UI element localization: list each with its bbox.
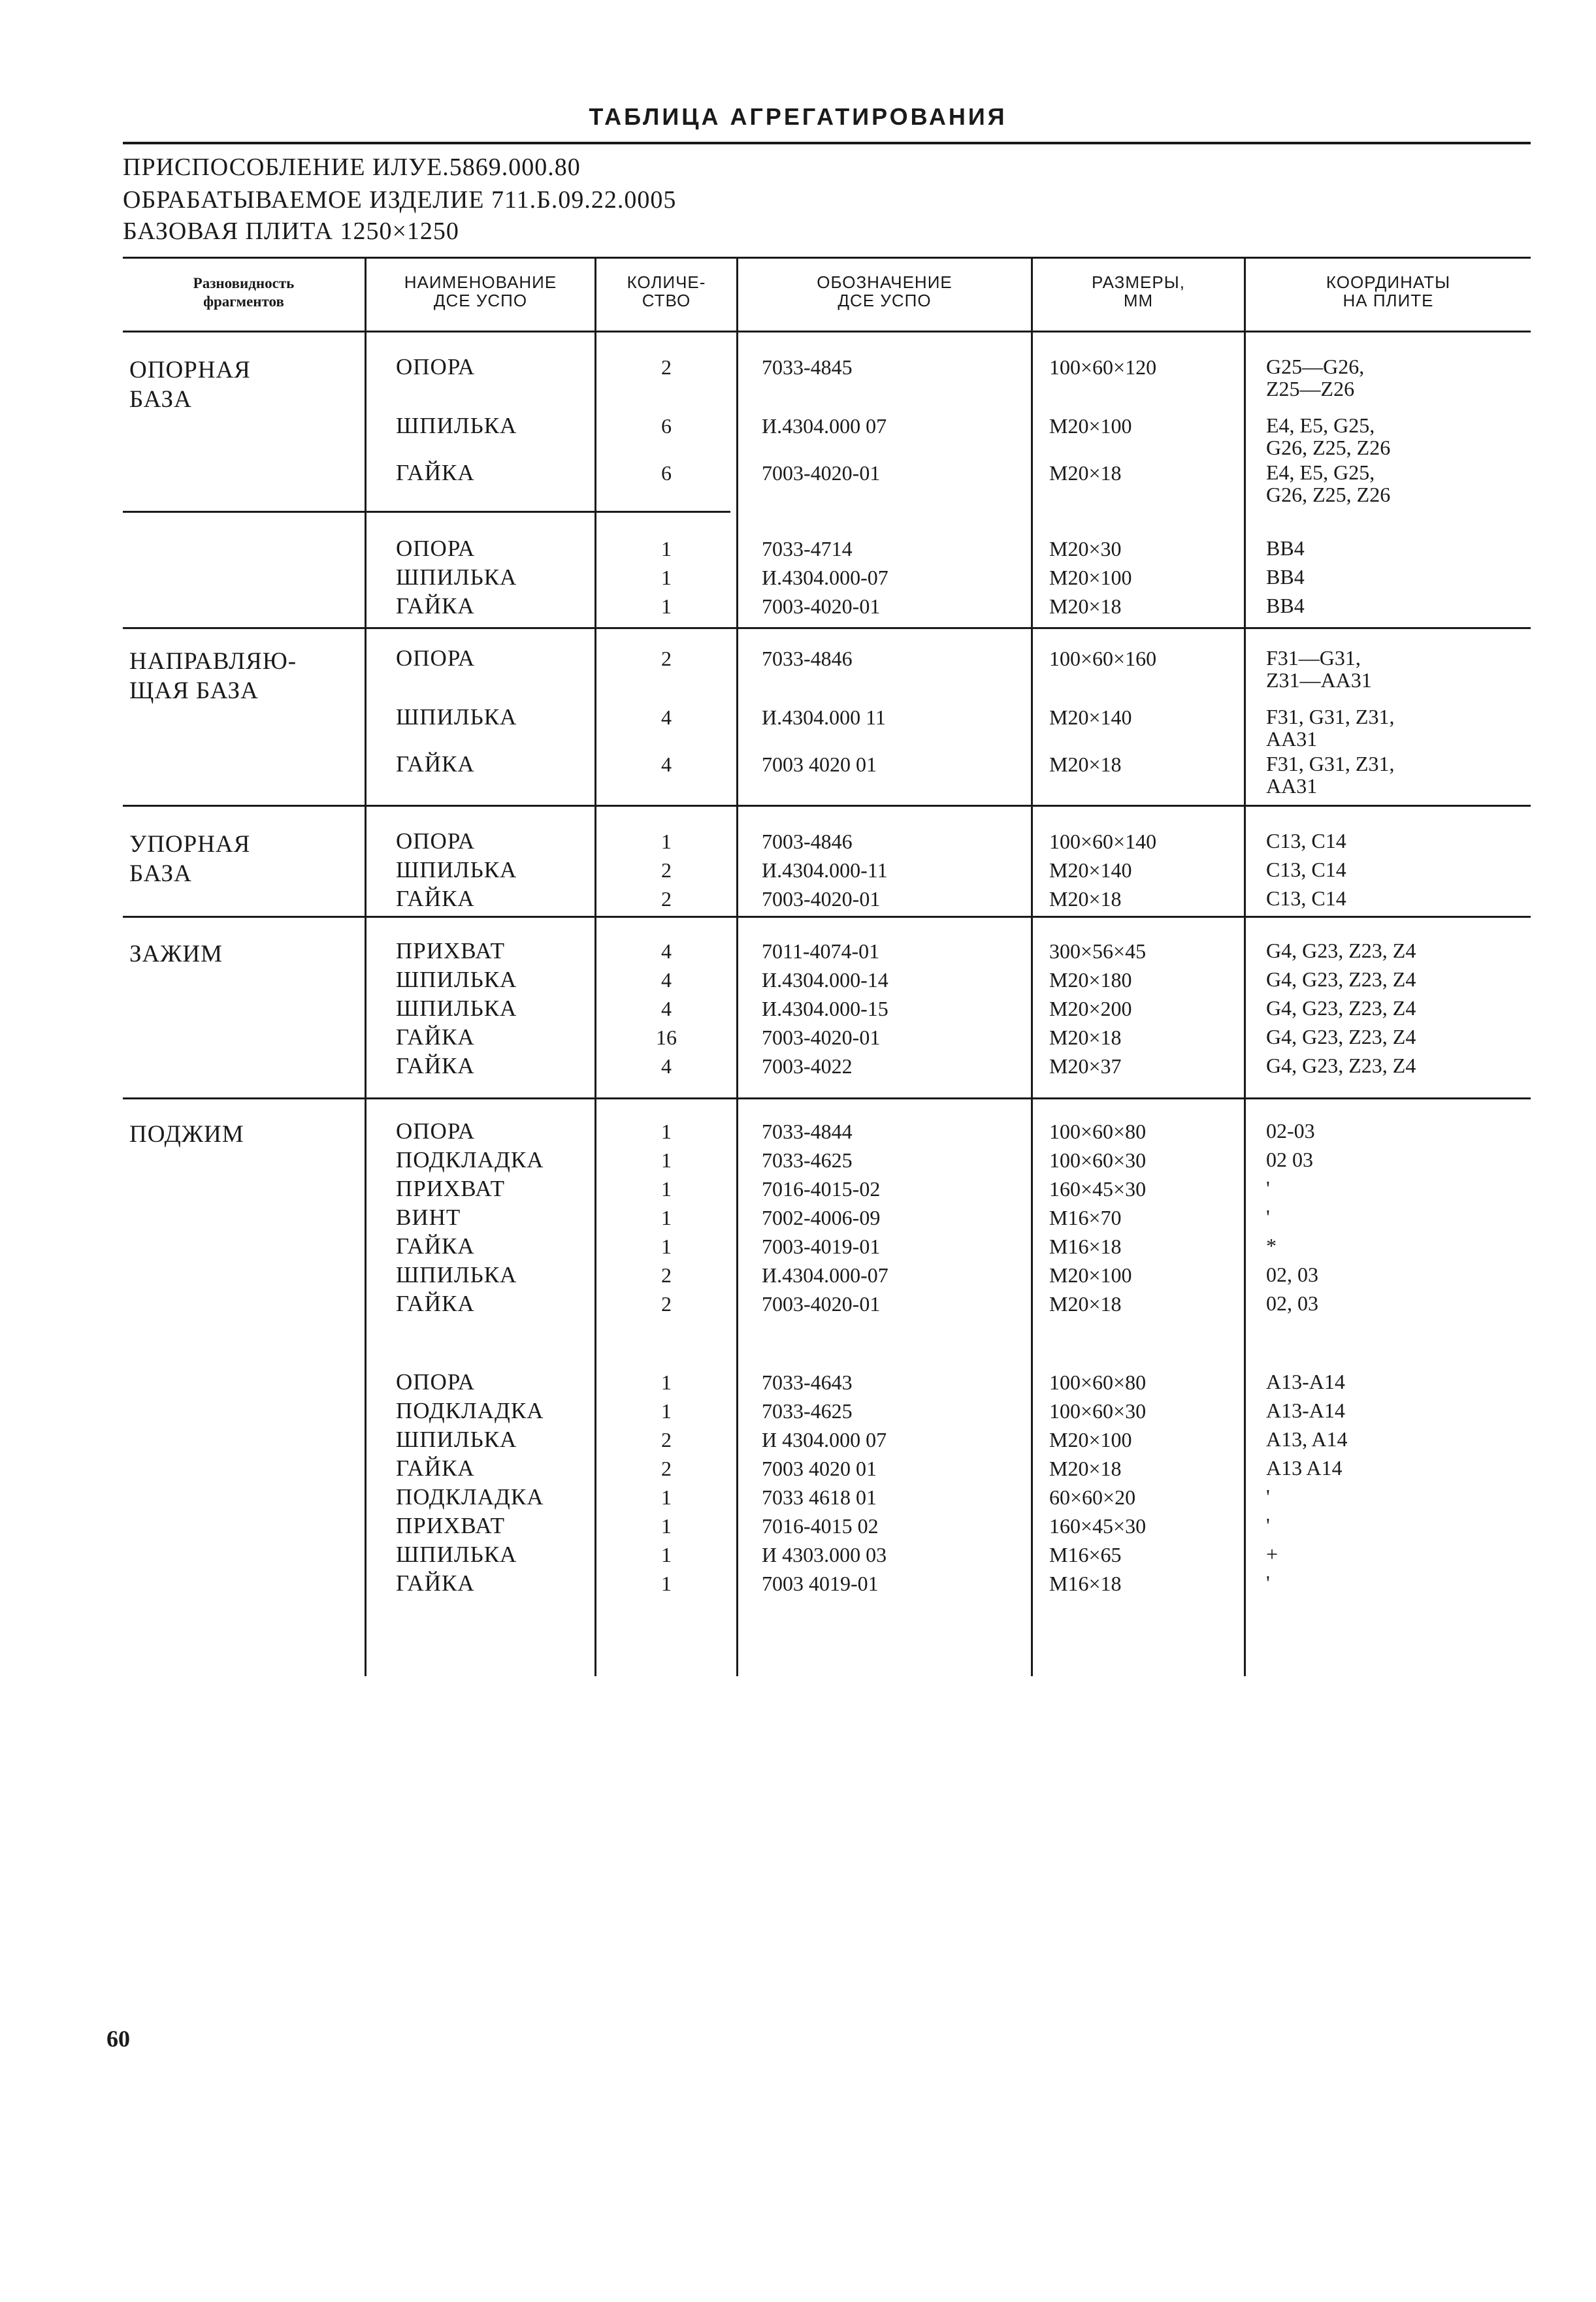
plate-coords: * xyxy=(1266,1234,1277,1257)
part-size: 100×60×160 xyxy=(1049,647,1157,670)
part-code: 7003 4020 01 xyxy=(762,753,877,776)
fragment-label: ПОДЖИМ xyxy=(129,1121,244,1148)
part-size: 100×60×80 xyxy=(1049,1370,1147,1394)
part-qty: 2 xyxy=(661,887,672,911)
part-size: М20×100 xyxy=(1049,566,1132,589)
fragment-label: ЗАЖИМ xyxy=(129,941,223,967)
part-name: ОПОРА xyxy=(396,536,476,561)
part-qty: 4 xyxy=(661,753,672,776)
part-size: М20×18 xyxy=(1049,594,1122,618)
part-name: ГАЙКА xyxy=(396,1455,475,1481)
part-qty: 2 xyxy=(661,858,672,882)
plate-coords: 02, 03 xyxy=(1266,1263,1318,1286)
workpiece-line: ОБРАБАТЫВАЕМОЕ ИЗДЕЛИЕ 711.Б.09.22.0005 xyxy=(123,186,677,214)
part-size: М20×18 xyxy=(1049,1026,1122,1049)
plate-coords: ' xyxy=(1266,1571,1270,1595)
part-qty: 1 xyxy=(661,1399,672,1423)
plate-coords: 02 03 xyxy=(1266,1148,1313,1171)
part-name: ОПОРА xyxy=(396,1118,476,1144)
part-qty: 1 xyxy=(661,566,672,589)
part-qty: 2 xyxy=(661,1428,672,1451)
part-qty: 1 xyxy=(661,1543,672,1566)
part-qty: 1 xyxy=(661,1177,672,1201)
part-name: ГАЙКА xyxy=(396,1291,475,1316)
plate-coords: G4, G23, Z23, Z4 xyxy=(1266,939,1416,962)
page-title: ТАБЛИЦА АГРЕГАТИРОВАНИЯ xyxy=(589,103,1007,130)
part-name: ШПИЛЬКА xyxy=(396,704,517,730)
plate-coords: G25—G26, Z25—Z26 xyxy=(1266,355,1365,400)
part-size: М20×140 xyxy=(1049,705,1132,729)
part-name: ШПИЛЬКА xyxy=(396,1262,517,1288)
part-size: М20×100 xyxy=(1049,414,1132,438)
part-name: ШПИЛЬКА xyxy=(396,1542,517,1567)
page-number: 60 xyxy=(106,2026,130,2052)
part-size: 160×45×30 xyxy=(1049,1514,1147,1538)
plate-coords: ' xyxy=(1266,1176,1270,1200)
part-name: ШПИЛЬКА xyxy=(396,413,517,438)
part-name: ПРИХВАТ xyxy=(396,938,506,964)
group-separator xyxy=(123,805,1531,807)
part-code: 7016-4015 02 xyxy=(762,1514,879,1538)
part-name: ОПОРА xyxy=(396,828,476,854)
part-qty: 6 xyxy=(661,461,672,485)
part-qty: 4 xyxy=(661,705,672,729)
part-qty: 2 xyxy=(661,647,672,670)
plate-coords: F31, G31, Z31, AA31 xyxy=(1266,752,1395,798)
part-name: ГАЙКА xyxy=(396,593,475,619)
part-size: М20×180 xyxy=(1049,968,1132,992)
part-size: 100×60×120 xyxy=(1049,355,1157,379)
col-header-code: ОБОЗНАЧЕНИЕ ДСЕ УСПО xyxy=(817,272,953,310)
part-code: И.4304.000 11 xyxy=(762,705,886,729)
part-code: 7033 4618 01 xyxy=(762,1485,877,1509)
group-separator xyxy=(123,1097,1531,1099)
part-size: М20×140 xyxy=(1049,858,1132,882)
part-name: ШПИЛЬКА xyxy=(396,564,517,590)
part-size: 160×45×30 xyxy=(1049,1177,1147,1201)
part-qty: 2 xyxy=(661,1263,672,1287)
part-code: И.4304.000-11 xyxy=(762,858,888,882)
plate-coords: 02, 03 xyxy=(1266,1291,1318,1315)
fragment-label: НАПРАВЛЯЮ- ЩАЯ БАЗА xyxy=(129,648,297,704)
part-code: 7011-4074-01 xyxy=(762,939,880,963)
part-name: ВИНТ xyxy=(396,1205,461,1230)
part-code: 7003-4846 xyxy=(762,830,853,853)
part-code: 7033-4643 xyxy=(762,1370,853,1394)
part-size: 60×60×20 xyxy=(1049,1485,1136,1509)
plate-coords: ' xyxy=(1266,1205,1270,1229)
part-qty: 1 xyxy=(661,594,672,618)
part-qty: 1 xyxy=(661,1120,672,1143)
part-size: М20×37 xyxy=(1049,1054,1122,1078)
plate-coords: F31, G31, Z31, AA31 xyxy=(1266,705,1395,751)
part-qty: 1 xyxy=(661,1485,672,1509)
part-size: 300×56×45 xyxy=(1049,939,1147,963)
part-name: ГАЙКА xyxy=(396,460,475,485)
part-name: ГАЙКА xyxy=(396,751,475,777)
part-name: ГАЙКА xyxy=(396,1024,475,1050)
part-code: И.4304.000-07 xyxy=(762,566,888,589)
part-code: 7003-4020-01 xyxy=(762,461,881,485)
part-name: ПРИХВАТ xyxy=(396,1513,506,1538)
part-name: ГАЙКА xyxy=(396,1053,475,1078)
part-code: 7002-4006-09 xyxy=(762,1206,881,1229)
fixture-line: ПРИСПОСОБЛЕНИЕ ИЛУЕ.5869.000.80 xyxy=(123,154,581,181)
part-name: ШПИЛЬКА xyxy=(396,967,517,992)
part-code: 7003 4019-01 xyxy=(762,1572,879,1595)
plate-coords: 02-03 xyxy=(1266,1119,1315,1143)
part-size: 100×60×30 xyxy=(1049,1148,1147,1172)
part-code: 7033-4845 xyxy=(762,355,853,379)
plate-coords: ' xyxy=(1266,1514,1270,1537)
part-name: ГАЙКА xyxy=(396,886,475,911)
col-header-name: НАИМЕНОВАНИЕ ДСЕ УСПО xyxy=(404,272,557,310)
part-size: М16×65 xyxy=(1049,1543,1122,1566)
part-name: ОПОРА xyxy=(396,354,476,380)
part-code: 7033-4844 xyxy=(762,1120,853,1143)
part-size: М20×18 xyxy=(1049,1457,1122,1480)
part-name: ПОДКЛАДКА xyxy=(396,1147,544,1173)
plate-coords: BB4 xyxy=(1266,565,1305,589)
plate-coords: G4, G23, Z23, Z4 xyxy=(1266,967,1416,991)
fragment-label: УПОРНАЯ БАЗА xyxy=(129,831,251,887)
part-size: М16×70 xyxy=(1049,1206,1122,1229)
col-header-qty: КОЛИЧЕ- СТВО xyxy=(627,272,706,310)
part-qty: 1 xyxy=(661,1572,672,1595)
part-code: И.4304.000-14 xyxy=(762,968,888,992)
plate-coords: A13-A14 xyxy=(1266,1370,1345,1393)
part-size: 100×60×80 xyxy=(1049,1120,1147,1143)
plate-coords: E4, E5, G25, G26, Z25, Z26 xyxy=(1266,461,1391,506)
part-qty: 1 xyxy=(661,1148,672,1172)
part-code: 7003-4020-01 xyxy=(762,1292,881,1316)
part-code: 7003-4020-01 xyxy=(762,1026,881,1049)
col-header-coords: КООРДИНАТЫ НА ПЛИТЕ xyxy=(1326,272,1451,310)
plate-coords: C13, C14 xyxy=(1266,858,1346,881)
plate-coords: G4, G23, Z23, Z4 xyxy=(1266,1054,1416,1077)
plate-coords: A13, A14 xyxy=(1266,1427,1348,1451)
part-size: М20×200 xyxy=(1049,997,1132,1020)
plate-coords: G4, G23, Z23, Z4 xyxy=(1266,1025,1416,1048)
part-name: ПРИХВАТ xyxy=(396,1176,506,1201)
part-code: И 4303.000 03 xyxy=(762,1543,887,1566)
col-header-fragment: Разновидность фрагментов xyxy=(193,275,295,310)
part-name: ГАЙКА xyxy=(396,1233,475,1259)
part-qty: 4 xyxy=(661,968,672,992)
plate-coords: F31—G31, Z31—AA31 xyxy=(1266,646,1372,692)
part-code: И.4304.000-07 xyxy=(762,1263,888,1287)
part-size: М20×18 xyxy=(1049,753,1122,776)
part-qty: 4 xyxy=(661,939,672,963)
part-name: ШПИЛЬКА xyxy=(396,1427,517,1452)
part-size: М20×100 xyxy=(1049,1263,1132,1287)
part-name: ПОДКЛАДКА xyxy=(396,1484,544,1510)
part-code: 7033-4625 xyxy=(762,1399,853,1423)
group-separator xyxy=(123,627,1531,629)
part-qty: 6 xyxy=(661,414,672,438)
part-code: 7033-4714 xyxy=(762,537,853,560)
fragment-label: ОПОРНАЯ БАЗА xyxy=(129,357,251,413)
part-code: 7016-4015-02 xyxy=(762,1177,881,1201)
part-name: ОПОРА xyxy=(396,1369,476,1395)
plate-coords: G4, G23, Z23, Z4 xyxy=(1266,996,1416,1020)
baseplate-line: БАЗОВАЯ ПЛИТА 1250×1250 xyxy=(123,218,459,245)
part-size: М20×100 xyxy=(1049,1428,1132,1451)
plate-coords: C13, C14 xyxy=(1266,886,1346,910)
part-size: М16×18 xyxy=(1049,1572,1122,1595)
plate-coords: A13 A14 xyxy=(1266,1456,1343,1480)
part-qty: 1 xyxy=(661,830,672,853)
part-size: 100×60×30 xyxy=(1049,1399,1147,1423)
part-code: И 4304.000 07 xyxy=(762,1428,887,1451)
part-qty: 1 xyxy=(661,1514,672,1538)
part-qty: 1 xyxy=(661,537,672,560)
part-size: М20×18 xyxy=(1049,461,1122,485)
plate-coords: BB4 xyxy=(1266,536,1305,560)
col-header-size: РАЗМЕРЫ, ММ xyxy=(1092,272,1185,310)
part-size: М20×18 xyxy=(1049,887,1122,911)
plate-coords: C13, C14 xyxy=(1266,829,1346,852)
part-qty: 4 xyxy=(661,1054,672,1078)
plate-coords: A13-A14 xyxy=(1266,1399,1345,1422)
part-name: ШПИЛЬКА xyxy=(396,857,517,883)
part-code: 7003-4022 xyxy=(762,1054,853,1078)
part-code: И.4304.000-15 xyxy=(762,997,888,1020)
part-qty: 1 xyxy=(661,1370,672,1394)
plate-coords: + xyxy=(1266,1542,1278,1566)
part-size: 100×60×140 xyxy=(1049,830,1157,853)
part-qty: 2 xyxy=(661,1457,672,1480)
part-code: И.4304.000 07 xyxy=(762,414,887,438)
part-code: 7033-4846 xyxy=(762,647,853,670)
plate-coords: ' xyxy=(1266,1485,1270,1508)
part-qty: 16 xyxy=(656,1026,677,1049)
part-code: 7033-4625 xyxy=(762,1148,853,1172)
part-name: ГАЙКА xyxy=(396,1570,475,1596)
part-code: 7003-4019-01 xyxy=(762,1235,881,1258)
group-separator xyxy=(123,511,730,513)
part-qty: 2 xyxy=(661,355,672,379)
part-qty: 1 xyxy=(661,1235,672,1258)
part-name: ОПОРА xyxy=(396,645,476,671)
plate-coords: BB4 xyxy=(1266,594,1305,617)
part-code: 7003-4020-01 xyxy=(762,887,881,911)
part-qty: 2 xyxy=(661,1292,672,1316)
part-code: 7003 4020 01 xyxy=(762,1457,877,1480)
part-size: М20×30 xyxy=(1049,537,1122,560)
part-code: 7003-4020-01 xyxy=(762,594,881,618)
part-name: ПОДКЛАДКА xyxy=(396,1398,544,1423)
plate-coords: E4, E5, G25, G26, Z25, Z26 xyxy=(1266,413,1391,459)
part-size: М20×18 xyxy=(1049,1292,1122,1316)
part-qty: 4 xyxy=(661,997,672,1020)
part-size: М16×18 xyxy=(1049,1235,1122,1258)
part-name: ШПИЛЬКА xyxy=(396,996,517,1021)
part-qty: 1 xyxy=(661,1206,672,1229)
group-separator xyxy=(123,916,1531,918)
